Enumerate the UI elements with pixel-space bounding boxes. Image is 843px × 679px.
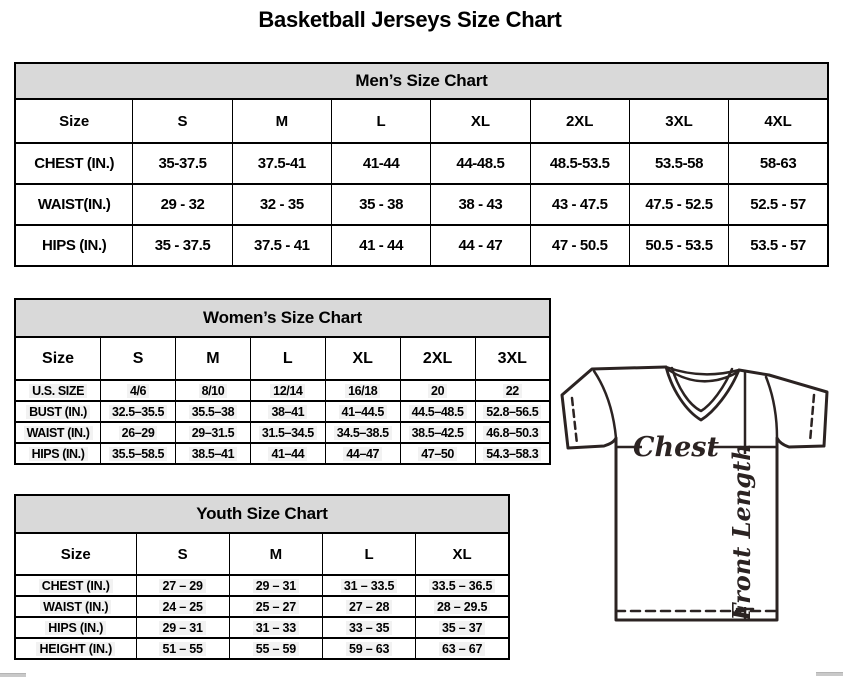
column-header: XL [416, 533, 509, 575]
size-value-cell: 27 – 29 [136, 575, 229, 596]
column-header: L [331, 99, 430, 143]
row-label: WAIST (IN.) [15, 596, 136, 617]
page-title: Basketball Jerseys Size Chart [258, 7, 562, 32]
table-row [15, 380, 550, 401]
size-value-cell: 25 – 27 [229, 596, 322, 617]
column-header: M [232, 99, 331, 143]
jersey-collar-back-1 [666, 367, 739, 374]
mens-size-table [14, 62, 829, 267]
jersey-right-seam [766, 377, 777, 438]
size-value-cell: 8/10 [175, 380, 250, 401]
table-row [15, 184, 828, 225]
table-row [15, 143, 828, 184]
size-value-cell: 35.5–58.5 [101, 443, 176, 464]
size-value-cell: 31.5–34.5 [250, 422, 325, 443]
size-value-cell: 48.5-53.5 [530, 143, 629, 184]
size-value-cell: 46.8–50.3 [475, 422, 550, 443]
column-header-row [15, 533, 509, 575]
size-value-cell: 32 - 35 [232, 184, 331, 225]
row-label: HIPS (IN.) [15, 617, 136, 638]
column-header-row [15, 337, 550, 380]
left-cuff-stitch-line [572, 398, 577, 444]
size-value-cell: 43 - 47.5 [530, 184, 629, 225]
row-label: HIPS (IN.) [15, 443, 101, 464]
row-label: HEIGHT (IN.) [15, 638, 136, 659]
size-value-cell: 37.5 - 41 [232, 225, 331, 266]
size-value-cell: 51 – 55 [136, 638, 229, 659]
column-header: 2XL [530, 99, 629, 143]
table-row [15, 617, 509, 638]
size-value-cell: 53.5-58 [629, 143, 728, 184]
size-value-cell: 41–44 [250, 443, 325, 464]
jersey-outline-icon [556, 362, 838, 626]
row-label: CHEST (IN.) [15, 575, 136, 596]
size-value-cell: 47–50 [400, 443, 475, 464]
column-header: S [133, 99, 232, 143]
size-value-cell: 31 – 33.5 [322, 575, 415, 596]
size-value-cell: 50.5 - 53.5 [629, 225, 728, 266]
size-value-cell: 20 [400, 380, 475, 401]
horizontal-scrollbar-fragment-right[interactable] [816, 672, 843, 676]
table-row [15, 422, 550, 443]
size-value-cell: 54.3–58.3 [475, 443, 550, 464]
size-value-cell: 52.5 - 57 [729, 184, 828, 225]
size-value-cell: 41-44 [331, 143, 430, 184]
size-value-cell: 29 – 31 [136, 617, 229, 638]
front-length-label: Front Length [727, 443, 756, 621]
chest-label: Chest [633, 432, 719, 463]
table-row [15, 225, 828, 266]
size-value-cell: 29 – 31 [229, 575, 322, 596]
table-row [15, 401, 550, 422]
size-value-cell: 24 – 25 [136, 596, 229, 617]
size-value-cell: 32.5–35.5 [101, 401, 176, 422]
size-value-cell: 35 – 37 [416, 617, 509, 638]
size-value-cell: 38.5–41 [175, 443, 250, 464]
size-value-cell: 47.5 - 52.5 [629, 184, 728, 225]
jersey-left-seam [594, 371, 616, 438]
size-value-cell: 41–44.5 [325, 401, 400, 422]
size-value-cell: 29–31.5 [175, 422, 250, 443]
size-value-cell: 59 – 63 [322, 638, 415, 659]
column-header: M [175, 337, 250, 380]
size-value-cell: 26–29 [101, 422, 176, 443]
column-header: 3XL [475, 337, 550, 380]
size-value-cell: 33.5 – 36.5 [416, 575, 509, 596]
mens-chart-title: Men’s Size Chart [15, 63, 828, 99]
column-header: L [250, 337, 325, 380]
table-row [15, 596, 509, 617]
womens-size-table [14, 298, 551, 465]
right-cuff-stitch-line [810, 395, 814, 442]
size-value-cell: 37.5-41 [232, 143, 331, 184]
size-value-cell: 34.5–38.5 [325, 422, 400, 443]
jersey-measurement-diagram [556, 362, 838, 626]
size-value-cell: 63 – 67 [416, 638, 509, 659]
size-value-cell: 38–41 [250, 401, 325, 422]
column-header: Size [15, 337, 101, 380]
size-value-cell: 38 - 43 [431, 184, 530, 225]
row-label: WAIST (IN.) [15, 422, 101, 443]
size-value-cell: 35 - 37.5 [133, 225, 232, 266]
size-value-cell: 12/14 [250, 380, 325, 401]
size-value-cell: 38.5–42.5 [400, 422, 475, 443]
column-header: 3XL [629, 99, 728, 143]
column-header: S [101, 337, 176, 380]
size-value-cell: 44–47 [325, 443, 400, 464]
jersey-body-path [562, 367, 827, 620]
size-value-cell: 44 - 47 [431, 225, 530, 266]
size-value-cell: 33 – 35 [322, 617, 415, 638]
size-value-cell: 52.8–56.5 [475, 401, 550, 422]
column-header: XL [431, 99, 530, 143]
size-value-cell: 28 – 29.5 [416, 596, 509, 617]
row-label: CHEST (IN.) [15, 143, 133, 184]
size-value-cell: 35 - 38 [331, 184, 430, 225]
size-value-cell: 35-37.5 [133, 143, 232, 184]
column-header: Size [15, 99, 133, 143]
column-header: S [136, 533, 229, 575]
row-label: WAIST(IN.) [15, 184, 133, 225]
size-value-cell: 4/6 [101, 380, 176, 401]
column-header-row [15, 99, 828, 143]
size-value-cell: 31 – 33 [229, 617, 322, 638]
youth-size-table [14, 494, 510, 660]
size-value-cell: 53.5 - 57 [729, 225, 828, 266]
row-label: BUST (IN.) [15, 401, 101, 422]
size-value-cell: 29 - 32 [133, 184, 232, 225]
size-value-cell: 47 - 50.5 [530, 225, 629, 266]
size-value-cell: 27 – 28 [322, 596, 415, 617]
column-header: 2XL [400, 337, 475, 380]
table-row [15, 638, 509, 659]
size-value-cell: 22 [475, 380, 550, 401]
womens-chart-title: Women’s Size Chart [15, 299, 550, 337]
row-label: HIPS (IN.) [15, 225, 133, 266]
column-header: Size [15, 533, 136, 575]
column-header: 4XL [729, 99, 828, 143]
row-label: U.S. SIZE [15, 380, 101, 401]
size-value-cell: 58-63 [729, 143, 828, 184]
size-value-cell: 35.5–38 [175, 401, 250, 422]
horizontal-scrollbar-fragment-left[interactable] [0, 673, 26, 677]
table-row [15, 443, 550, 464]
size-value-cell: 41 - 44 [331, 225, 430, 266]
column-header: M [229, 533, 322, 575]
youth-chart-title: Youth Size Chart [15, 495, 509, 533]
size-value-cell: 44.5–48.5 [400, 401, 475, 422]
size-value-cell: 16/18 [325, 380, 400, 401]
column-header: XL [325, 337, 400, 380]
column-header: L [322, 533, 415, 575]
size-value-cell: 55 – 59 [229, 638, 322, 659]
table-row [15, 575, 509, 596]
size-value-cell: 44-48.5 [431, 143, 530, 184]
